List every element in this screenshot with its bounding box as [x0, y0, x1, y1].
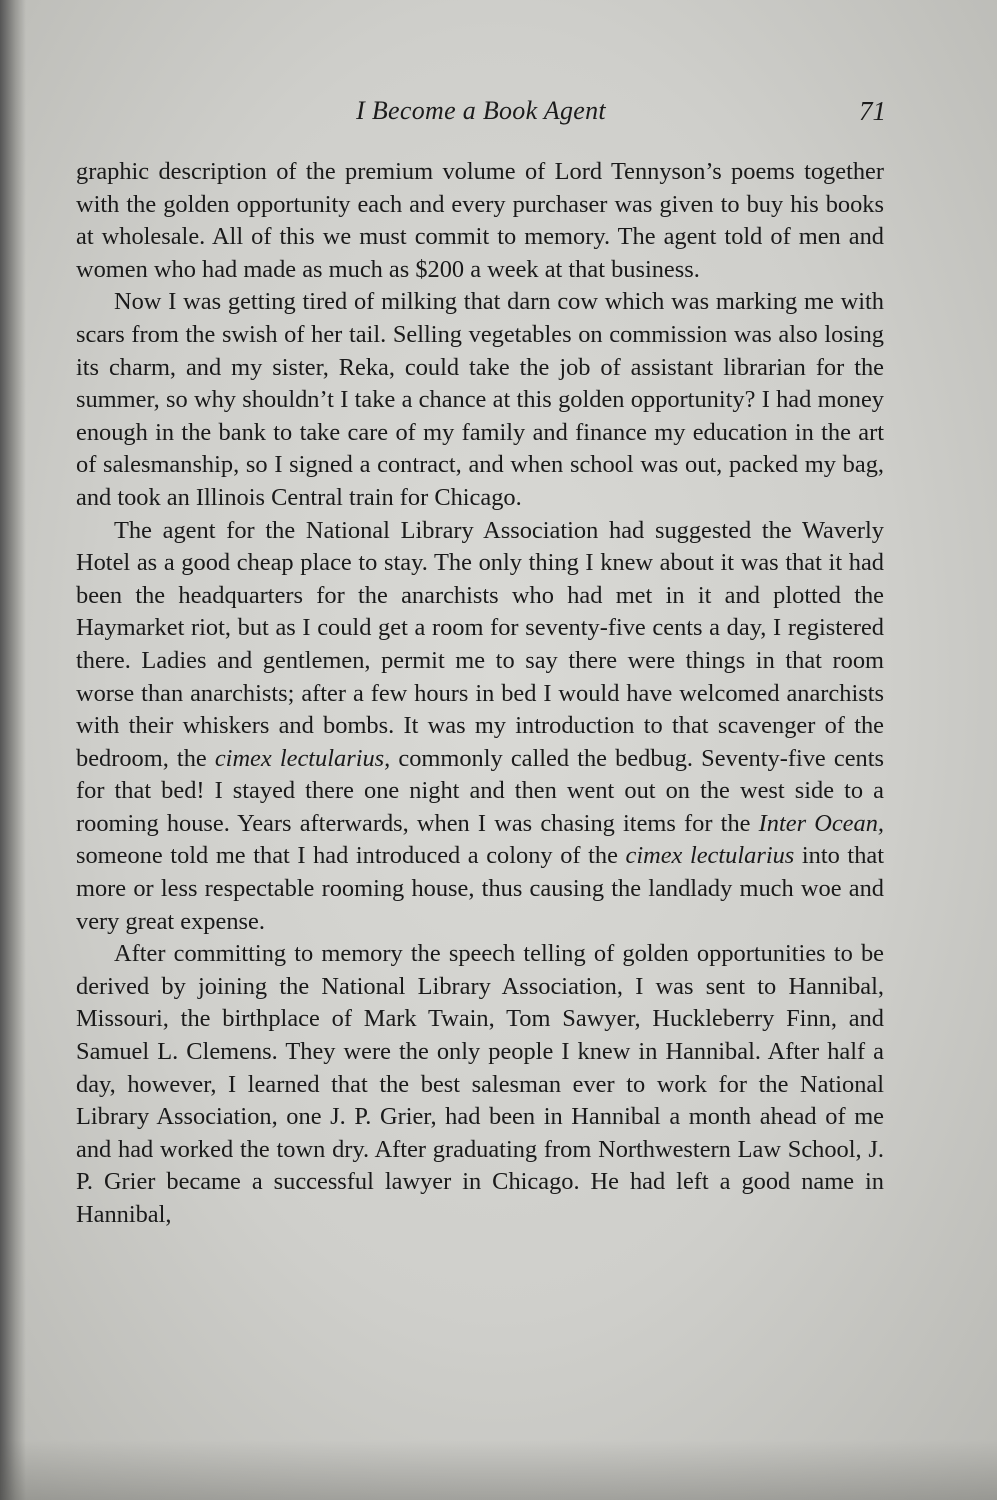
chapter-title: I Become a Book Agent [356, 96, 606, 125]
text-segment: Now I was getting tired of milking that darn cow which was marking me with scars from the swish of her tail. Selling vegetables on commission was also losing its charm, and my sister, Reka, could take the job of assistant librarian for the summer, so why shouldn’t I take a chance at this golden opportunity? I had money enough in the bank to take care of my family and finance my education in the art of salesmanship, so I signed a contract, and when school was out, packed my bag, and took an Illinois Central train for Chicago. [76, 288, 884, 511]
bottom-shade [0, 1440, 997, 1500]
paragraph [76, 938, 884, 1231]
body-text [76, 156, 884, 1232]
italic-newspaper-title: Inter Ocean, [758, 809, 885, 837]
italic-term: cimex lectularius [625, 842, 795, 870]
text-segment: graphic description of the premium volume of Lord Tennyson’s poems together with the golden opportunity each and every purchaser was given to buy his books at wholesale. All of this we must commit to memory. The agent told of men and women who had made as much as $200 a week at that business. [76, 158, 884, 283]
paragraph [76, 515, 884, 939]
running-head [76, 96, 886, 136]
text-segment: The agent for the National Library Association had suggested the Waverly Hotel as a good cheap place to stay. The only thing I knew about it was that it had been the headquarters for the anarchists who had met in it and plotted the Haymarket riot, but as I could get a room for seventy-five cents a day, I registered there. Ladies and gentlemen, permit me to say there were things in that room worse than anarchists; after a few hours in bed I would have welcomed anarchists with their whiskers and bombs. It was my introduction to that scavenger of the bedroom, the [76, 516, 884, 772]
text-segment: commonly called the bedbug. Seventy-five cents for that bed! I stayed there one night and then went out on the west side to a rooming house. Years afterwards, when I was chasing items for the [76, 744, 884, 837]
spine-shadow [0, 0, 26, 1500]
text-segment: After committing to memory the speech telling of golden opportunities to be derived by joining the National Library Association, I was sent to Hannibal, Missouri, the birthplace of Mark Twain, Tom Sawyer, Huckleberry Finn, and Samuel L. Clemens. They were the only people I knew in Hannibal. After half a day, however, I learned that the best salesman ever to work for the National Library Association, one J. P. Grier, had been in Hannibal a month ahead of me and had worked the town dry. After graduating from Northwestern Law School, J. P. Grier became a successful lawyer in Chicago. He had left a good name in Hannibal, [76, 940, 884, 1228]
text-segment: into that more or less respectable rooming house, thus causing the landlady much woe and very great expense. [76, 842, 884, 935]
text-segment: someone told me that I had introduced a colony of the [76, 842, 626, 870]
italic-term: cimex lectularius, [214, 744, 391, 772]
paragraph [76, 286, 884, 514]
paragraph [76, 156, 884, 286]
page-number: 71 [859, 96, 886, 126]
